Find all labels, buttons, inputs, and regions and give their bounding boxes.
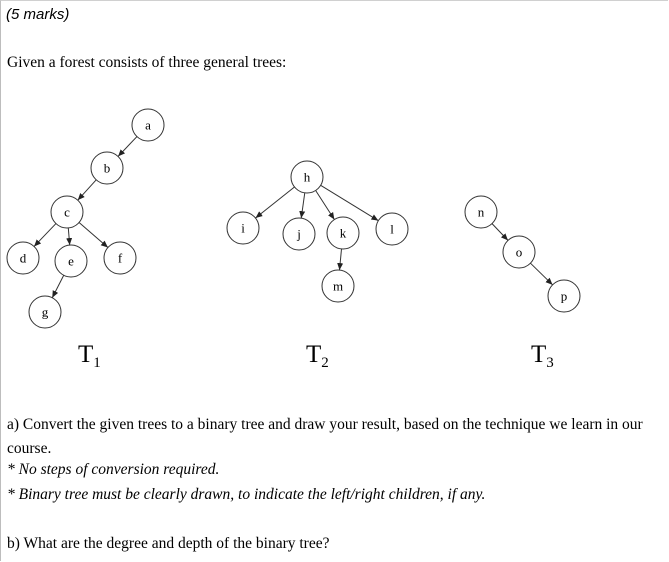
node-n: [465, 196, 497, 228]
node-label-o: o: [515, 244, 523, 260]
node-label-m: m: [332, 278, 344, 294]
node-k: [327, 217, 359, 249]
edge-h-j: [301, 193, 305, 218]
node-l: [376, 213, 408, 245]
edge-e-g: [52, 275, 63, 297]
edge-h-k: [316, 190, 335, 219]
node-label-j: j: [297, 226, 301, 242]
edge-n-o: [492, 224, 508, 241]
edge-c-e: [68, 228, 69, 245]
node-label-b: b: [103, 160, 111, 176]
tree-label-t1: $T_1$: [78, 341, 101, 371]
tree-label-t3: $T_3$: [531, 341, 554, 371]
edge-h-i: [256, 187, 295, 218]
edge-o-p: [530, 263, 552, 285]
node-d: [7, 242, 39, 274]
note-no-steps: * No steps of conversion required.: [7, 461, 220, 478]
question-b: b) What are the degree and depth of the binary tree?: [7, 535, 330, 552]
note-binary-tree: * Binary tree must be clearly drawn, to indicate the left/right children, if any.: [7, 486, 486, 503]
node-label-e: e: [68, 253, 74, 269]
node-label-g: g: [41, 304, 49, 320]
edge-a-b: [118, 137, 137, 157]
node-h: [291, 161, 323, 193]
node-j: [283, 218, 315, 250]
node-label-a: a: [145, 117, 151, 133]
node-i: [227, 212, 259, 244]
node-label-c: c: [64, 204, 70, 220]
node-a: [132, 109, 164, 141]
node-label-d: d: [19, 250, 27, 266]
node-g: [29, 296, 61, 328]
intro-text: Given a forest consists of three general trees:: [7, 54, 287, 71]
node-label-l: l: [390, 221, 394, 237]
edge-k-m: [340, 249, 342, 270]
node-e: [55, 245, 87, 277]
node-m: [322, 270, 354, 302]
node-o: [503, 236, 535, 268]
edge-b-c: [78, 180, 96, 200]
node-label-n: n: [477, 204, 485, 220]
node-label-f: f: [117, 250, 123, 266]
node-label-i: i: [241, 220, 245, 236]
edge-c-f: [79, 222, 108, 247]
edge-c-d: [34, 224, 56, 247]
question-a: a) Convert the given trees to a binary tree and draw your result, based on the technique we learn in our course.: [7, 416, 643, 457]
tree-label-t2: $T_2$: [306, 341, 329, 371]
edge-h-l: [321, 185, 379, 220]
node-label-h: h: [303, 169, 311, 185]
marks-label: (5 marks): [6, 6, 70, 23]
node-label-p: p: [560, 288, 568, 304]
node-p: [548, 280, 580, 312]
node-label-k: k: [339, 225, 347, 241]
node-b: [91, 152, 123, 184]
node-f: [104, 242, 136, 274]
node-c: [51, 196, 83, 228]
